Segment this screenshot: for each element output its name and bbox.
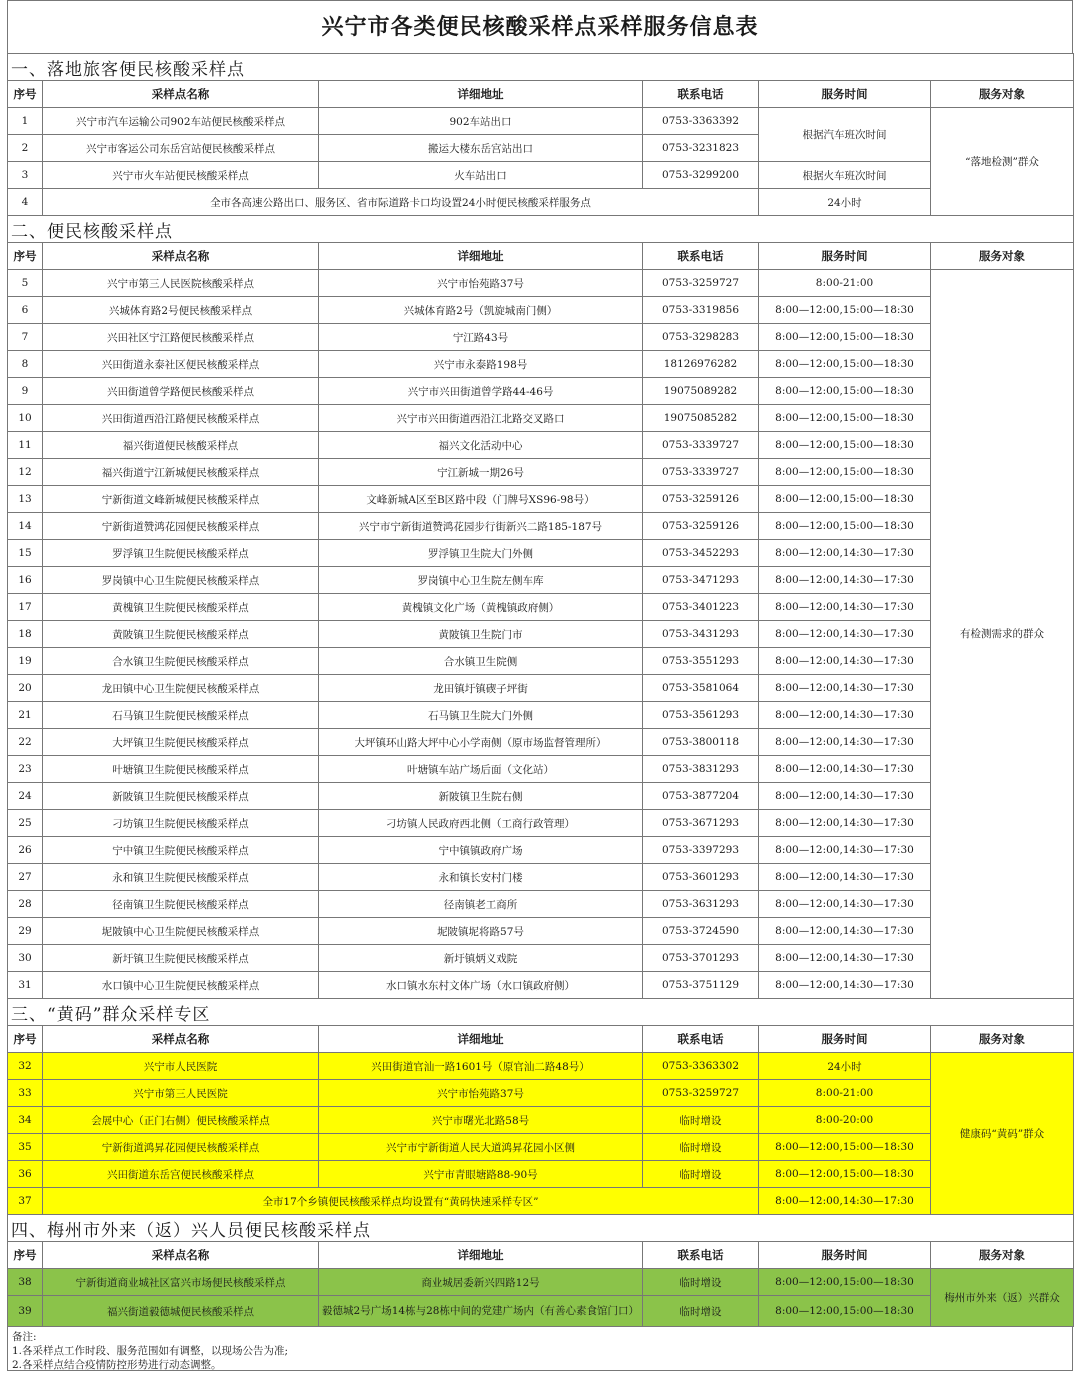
row-number: 36: [8, 1161, 43, 1188]
site-phone: 0753-3401223: [643, 594, 759, 621]
column-header: 序号: [8, 81, 43, 108]
site-name: 宁新街道商业城社区富兴市场便民核酸采样点: [43, 1269, 319, 1296]
site-name: 宁新街道文峰新城便民核酸采样点: [43, 486, 319, 513]
site-address: 石马镇卫生院大门外侧: [319, 702, 643, 729]
row-number: 37: [8, 1188, 43, 1215]
row-number: 11: [8, 432, 43, 459]
row-number: 20: [8, 675, 43, 702]
site-address: 兴城体育路2号（凯旋城南门侧）: [319, 297, 643, 324]
row-number: 13: [8, 486, 43, 513]
column-header: 采样点名称: [43, 81, 319, 108]
service-time: 8:00—12:00,15:00—18:30: [759, 1161, 931, 1188]
row-number: 38: [8, 1269, 43, 1296]
page-title: 兴宁市各类便民核酸采样点采样服务信息表: [7, 0, 1073, 53]
service-time: 8:00—12:00,15:00—18:30: [759, 432, 931, 459]
table-row: [8, 1269, 1074, 1296]
section-heading-row: [8, 54, 1074, 81]
service-time: 8:00—12:00,14:30—17:30: [759, 648, 931, 675]
table-row: [8, 675, 1074, 702]
table-row: [8, 783, 1074, 810]
site-address: 黄槐镇文化广场（黄槐镇政府侧）: [319, 594, 643, 621]
site-address: 合水镇卫生院侧: [319, 648, 643, 675]
column-header: 联系电话: [643, 1242, 759, 1269]
site-name: 宁新街道鸿昇花园便民核酸采样点: [43, 1134, 319, 1161]
table-row: [8, 432, 1074, 459]
column-header: 服务对象: [931, 1026, 1074, 1053]
site-address: 兴宁市青眼塘路88-90号: [319, 1161, 643, 1188]
site-phone: 临时增设: [643, 1296, 759, 1327]
site-phone: 0753-3319856: [643, 297, 759, 324]
table-row: [8, 1134, 1074, 1161]
row-number: 8: [8, 351, 43, 378]
service-time: 24小时: [759, 1053, 931, 1080]
site-address: 黄陂镇卫生院门市: [319, 621, 643, 648]
merged-note: 全市17个乡镇便民核酸采样点均设置有“黄码快速采样专区”: [43, 1188, 759, 1215]
section-heading-row: [8, 999, 1074, 1026]
site-name: 兴宁市火车站便民核酸采样点: [43, 162, 319, 189]
service-time: 8:00—12:00,15:00—18:30: [759, 486, 931, 513]
table-row: [8, 810, 1074, 837]
column-header: 服务对象: [931, 81, 1074, 108]
table-row: [8, 837, 1074, 864]
service-time: 8:00—12:00,15:00—18:30: [759, 1296, 931, 1327]
table-row: [8, 648, 1074, 675]
column-header: 联系电话: [643, 81, 759, 108]
site-address: 商业城居委新兴四路12号: [319, 1269, 643, 1296]
row-number: 17: [8, 594, 43, 621]
row-number: 7: [8, 324, 43, 351]
row-number: 9: [8, 378, 43, 405]
section-heading: 三、“黄码”群众采样专区: [8, 999, 1074, 1026]
row-number: 18: [8, 621, 43, 648]
table-row: [8, 891, 1074, 918]
site-phone: 0753-3581064: [643, 675, 759, 702]
table-row: [8, 567, 1074, 594]
row-number: 32: [8, 1053, 43, 1080]
table-row: [8, 108, 1074, 135]
row-number: 15: [8, 540, 43, 567]
site-name: 兴宁市第三人民医院核酸采样点: [43, 270, 319, 297]
row-number: 30: [8, 945, 43, 972]
site-phone: 0753-3298283: [643, 324, 759, 351]
table-row: [8, 972, 1074, 999]
service-time: 8:00—12:00,14:30—17:30: [759, 675, 931, 702]
site-name: 永和镇卫生院便民核酸采样点: [43, 864, 319, 891]
column-header: 服务时间: [759, 81, 931, 108]
site-phone: 临时增设: [643, 1269, 759, 1296]
table-row: [8, 405, 1074, 432]
site-phone: 0753-3339727: [643, 459, 759, 486]
row-number: 23: [8, 756, 43, 783]
page: [7, 0, 1073, 1371]
site-name: 罗岗镇中心卫生院便民核酸采样点: [43, 567, 319, 594]
row-number: 12: [8, 459, 43, 486]
info-table: [7, 53, 1074, 1327]
column-header: 序号: [8, 1026, 43, 1053]
site-phone: 0753-3751129: [643, 972, 759, 999]
note-item: 1.各采样点工作时段、服务范围如有调整，以现场公告为准;: [12, 1345, 289, 1357]
row-number: 14: [8, 513, 43, 540]
header-row: [8, 81, 1074, 108]
site-name: 福兴街道便民核酸采样点: [43, 432, 319, 459]
site-address: 永和镇长安村门楼: [319, 864, 643, 891]
site-phone: 临时增设: [643, 1107, 759, 1134]
table-row: [8, 594, 1074, 621]
site-address: 大坪镇环山路大坪中心小学南侧（原市场监督管理所）: [319, 729, 643, 756]
table-row: [8, 486, 1074, 513]
service-time: 8:00—12:00,14:30—17:30: [759, 810, 931, 837]
site-address: 兴宁市曙光北路58号: [319, 1107, 643, 1134]
site-name: 合水镇卫生院便民核酸采样点: [43, 648, 319, 675]
row-number: 27: [8, 864, 43, 891]
site-address: 径南镇老工商所: [319, 891, 643, 918]
row-number: 26: [8, 837, 43, 864]
section-heading: 二、便民核酸采样点: [8, 216, 1074, 243]
site-address: 兴宁市永泰路198号: [319, 351, 643, 378]
section-heading: 一、落地旅客便民核酸采样点: [8, 54, 1074, 81]
site-name: 新圩镇卫生院便民核酸采样点: [43, 945, 319, 972]
site-phone: 0753-3877204: [643, 783, 759, 810]
site-address: 搬运大楼东岳宫站出口: [319, 135, 643, 162]
service-time: 24小时: [759, 189, 931, 216]
site-phone: 0753-3299200: [643, 162, 759, 189]
site-name: 兴田社区宁江路便民核酸采样点: [43, 324, 319, 351]
column-header: 服务时间: [759, 1026, 931, 1053]
service-time: 8:00-21:00: [759, 1080, 931, 1107]
row-number: 2: [8, 135, 43, 162]
service-time: 8:00—12:00,14:30—17:30: [759, 702, 931, 729]
service-time: 8:00—12:00,14:30—17:30: [759, 729, 931, 756]
site-phone: 0753-3231823: [643, 135, 759, 162]
site-name: 会展中心（正门右侧）便民核酸采样点: [43, 1107, 319, 1134]
site-name: 坭陂镇中心卫生院便民核酸采样点: [43, 918, 319, 945]
service-target: “落地检测”群众: [931, 108, 1074, 216]
table-row: [8, 1296, 1074, 1327]
table-row: [8, 945, 1074, 972]
table-row: [8, 324, 1074, 351]
row-number: 10: [8, 405, 43, 432]
notes-heading: 备注:: [12, 1331, 37, 1343]
site-name: 兴宁市客运公司东岳宫站便民核酸采样点: [43, 135, 319, 162]
column-header: 采样点名称: [43, 1026, 319, 1053]
site-phone: 0753-3363302: [643, 1053, 759, 1080]
site-phone: 0753-3800118: [643, 729, 759, 756]
site-phone: 0753-3452293: [643, 540, 759, 567]
site-phone: 19075085282: [643, 405, 759, 432]
service-time: 8:00—12:00,14:30—17:30: [759, 567, 931, 594]
site-phone: 0753-3471293: [643, 567, 759, 594]
site-address: 兴宁市怡苑路37号: [319, 1080, 643, 1107]
table-row: [8, 1080, 1074, 1107]
table-row: [8, 1107, 1074, 1134]
site-name: 兴宁市汽车运输公司902车站便民核酸采样点: [43, 108, 319, 135]
service-time: 8:00—12:00,15:00—18:30: [759, 378, 931, 405]
site-phone: 0753-3259727: [643, 270, 759, 297]
site-address: 兴宁市兴田街道曾学路44-46号: [319, 378, 643, 405]
site-name: 兴田街道永泰社区便民核酸采样点: [43, 351, 319, 378]
site-name: 福兴街道毅德城便民核酸采样点: [43, 1296, 319, 1327]
section-heading: 四、梅州市外来（返）兴人员便民核酸采样点: [8, 1215, 1074, 1242]
column-header: 序号: [8, 1242, 43, 1269]
site-address: 宁江新城一期26号: [319, 459, 643, 486]
service-target: 有检测需求的群众: [931, 270, 1074, 999]
service-time: 8:00—12:00,15:00—18:30: [759, 1134, 931, 1161]
row-number: 3: [8, 162, 43, 189]
service-target: 健康码“黄码”群众: [931, 1053, 1074, 1215]
row-number: 19: [8, 648, 43, 675]
service-time: 8:00—12:00,14:30—17:30: [759, 837, 931, 864]
table-row: [8, 864, 1074, 891]
row-number: 4: [8, 189, 43, 216]
site-name: 新陂镇卫生院便民核酸采样点: [43, 783, 319, 810]
service-time: 8:00-20:00: [759, 1107, 931, 1134]
table-row: [8, 378, 1074, 405]
site-address: 兴宁市怡苑路37号: [319, 270, 643, 297]
site-phone: 0753-3631293: [643, 891, 759, 918]
site-address: 兴宁市宁新街道人民大道鸿昇花园小区侧: [319, 1134, 643, 1161]
site-address: 兴宁市兴田街道西沿江北路交叉路口: [319, 405, 643, 432]
service-time: 8:00—12:00,14:30—17:30: [759, 864, 931, 891]
row-number: 33: [8, 1080, 43, 1107]
row-number: 21: [8, 702, 43, 729]
site-phone: 0753-3397293: [643, 837, 759, 864]
column-header: 采样点名称: [43, 243, 319, 270]
service-time: 8:00—12:00,15:00—18:30: [759, 405, 931, 432]
column-header: 详细地址: [319, 1026, 643, 1053]
column-header: 详细地址: [319, 1242, 643, 1269]
service-time: 根据火车班次时间: [759, 162, 931, 189]
site-name: 大坪镇卫生院便民核酸采样点: [43, 729, 319, 756]
service-time: 8:00—12:00,15:00—18:30: [759, 351, 931, 378]
column-header: 服务时间: [759, 243, 931, 270]
site-phone: 0753-3259126: [643, 513, 759, 540]
site-address: 罗浮镇卫生院大门外侧: [319, 540, 643, 567]
site-phone: 0753-3601293: [643, 864, 759, 891]
table-row: [8, 918, 1074, 945]
service-time: 8:00—12:00,14:30—17:30: [759, 1188, 931, 1215]
header-row: [8, 1242, 1074, 1269]
site-address: 坭陂镇坭将路57号: [319, 918, 643, 945]
site-address: 兴田街道官汕一路1601号（原官汕二路48号）: [319, 1053, 643, 1080]
header-row: [8, 243, 1074, 270]
row-number: 28: [8, 891, 43, 918]
service-time: 8:00—12:00,15:00—18:30: [759, 324, 931, 351]
service-time: 8:00—12:00,14:30—17:30: [759, 621, 931, 648]
service-time: 8:00—12:00,15:00—18:30: [759, 1269, 931, 1296]
row-number: 5: [8, 270, 43, 297]
note-item: 2.各采样点结合疫情防控形势进行动态调整。: [12, 1359, 222, 1371]
column-header: 采样点名称: [43, 1242, 319, 1269]
site-address: 罗岗镇中心卫生院左侧车库: [319, 567, 643, 594]
table-row: [8, 459, 1074, 486]
service-time: 8:00—12:00,14:30—17:30: [759, 756, 931, 783]
table-row: [8, 351, 1074, 378]
row-number: 34: [8, 1107, 43, 1134]
table-row: [8, 621, 1074, 648]
site-address: 新圩镇炳义戏院: [319, 945, 643, 972]
column-header: 联系电话: [643, 243, 759, 270]
site-name: 石马镇卫生院便民核酸采样点: [43, 702, 319, 729]
table-row: [8, 1053, 1074, 1080]
row-number: 35: [8, 1134, 43, 1161]
site-address: 叶塘镇车站广场后面（文化站）: [319, 756, 643, 783]
row-number: 16: [8, 567, 43, 594]
service-time: 8:00—12:00,14:30—17:30: [759, 945, 931, 972]
header-row: [8, 1026, 1074, 1053]
row-number: 29: [8, 918, 43, 945]
service-time: 8:00—12:00,14:30—17:30: [759, 594, 931, 621]
site-phone: 0753-3724590: [643, 918, 759, 945]
merged-note: 全市各高速公路出口、服务区、省市际道路卡口均设置24小时便民核酸采样服务点: [43, 189, 759, 216]
site-name: 龙田镇中心卫生院便民核酸采样点: [43, 675, 319, 702]
site-name: 兴田街道东岳宫便民核酸采样点: [43, 1161, 319, 1188]
site-name: 福兴街道宁江新城便民核酸采样点: [43, 459, 319, 486]
table-row: [8, 702, 1074, 729]
site-address: 水口镇水东村文体广场（水口镇政府侧）: [319, 972, 643, 999]
column-header: 联系电话: [643, 1026, 759, 1053]
notes: [7, 1327, 1073, 1371]
table-row: [8, 729, 1074, 756]
row-number: 22: [8, 729, 43, 756]
site-address: 龙田镇圩镇碶子坪街: [319, 675, 643, 702]
column-header: 序号: [8, 243, 43, 270]
table-row: [8, 270, 1074, 297]
site-name: 宁新街道赞鸿花园便民核酸采样点: [43, 513, 319, 540]
site-address: 福兴文化活动中心: [319, 432, 643, 459]
site-name: 黄槐镇卫生院便民核酸采样点: [43, 594, 319, 621]
service-target: 梅州市外来（返）兴群众: [931, 1269, 1074, 1327]
column-header: 详细地址: [319, 243, 643, 270]
column-header: 服务对象: [931, 1242, 1074, 1269]
service-time: 8:00—12:00,14:30—17:30: [759, 972, 931, 999]
service-time: 8:00—12:00,14:30—17:30: [759, 783, 931, 810]
site-address: 文峰新城A区至B区路中段（门牌号XS96-98号）: [319, 486, 643, 513]
table-row: [8, 162, 1074, 189]
site-name: 水口镇中心卫生院便民核酸采样点: [43, 972, 319, 999]
row-number: 31: [8, 972, 43, 999]
table-row: [8, 513, 1074, 540]
table-row: [8, 756, 1074, 783]
service-time: 8:00—12:00,14:30—17:30: [759, 918, 931, 945]
site-address: 宁中镇镇政府广场: [319, 837, 643, 864]
site-name: 兴宁市第三人民医院: [43, 1080, 319, 1107]
site-phone: 19075089282: [643, 378, 759, 405]
site-phone: 0753-3339727: [643, 432, 759, 459]
row-number: 24: [8, 783, 43, 810]
site-address: 刁坊镇人民政府西北侧（工商行政管理）: [319, 810, 643, 837]
column-header: 详细地址: [319, 81, 643, 108]
service-time: 8:00—12:00,15:00—18:30: [759, 513, 931, 540]
service-time: 8:00—12:00,15:00—18:30: [759, 459, 931, 486]
service-time: 8:00-21:00: [759, 270, 931, 297]
section-heading-row: [8, 216, 1074, 243]
site-phone: 临时增设: [643, 1161, 759, 1188]
site-address: 毅德城2号广场14栋与28栋中间的党建广场内（有善心素食馆门口）: [319, 1296, 643, 1327]
row-number: 1: [8, 108, 43, 135]
site-name: 宁中镇卫生院便民核酸采样点: [43, 837, 319, 864]
site-address: 宁江路43号: [319, 324, 643, 351]
site-phone: 0753-3431293: [643, 621, 759, 648]
site-phone: 0753-3363392: [643, 108, 759, 135]
table-row: [8, 1161, 1074, 1188]
table-row: [8, 189, 1074, 216]
service-time: 根据汽车班次时间: [759, 108, 931, 162]
table-row: [8, 297, 1074, 324]
site-phone: 18126976282: [643, 351, 759, 378]
site-phone: 0753-3671293: [643, 810, 759, 837]
column-header: 服务对象: [931, 243, 1074, 270]
site-phone: 0753-3551293: [643, 648, 759, 675]
site-address: 新陂镇卫生院右侧: [319, 783, 643, 810]
section-heading-row: [8, 1215, 1074, 1242]
table-row: [8, 540, 1074, 567]
row-number: 25: [8, 810, 43, 837]
site-address: 兴宁市宁新街道赞鸿花园步行街新兴二路185-187号: [319, 513, 643, 540]
site-phone: 0753-3561293: [643, 702, 759, 729]
site-name: 兴城体育路2号便民核酸采样点: [43, 297, 319, 324]
site-phone: 临时增设: [643, 1134, 759, 1161]
row-number: 6: [8, 297, 43, 324]
site-address: 火车站出口: [319, 162, 643, 189]
service-time: 8:00—12:00,14:30—17:30: [759, 540, 931, 567]
site-name: 刁坊镇卫生院便民核酸采样点: [43, 810, 319, 837]
site-phone: 0753-3701293: [643, 945, 759, 972]
service-time: 8:00—12:00,14:30—17:30: [759, 891, 931, 918]
site-name: 兴田街道西沿江路便民核酸采样点: [43, 405, 319, 432]
site-name: 径南镇卫生院便民核酸采样点: [43, 891, 319, 918]
site-name: 罗浮镇卫生院便民核酸采样点: [43, 540, 319, 567]
table-row: [8, 1188, 1074, 1215]
site-address: 902车站出口: [319, 108, 643, 135]
column-header: 服务时间: [759, 1242, 931, 1269]
site-phone: 0753-3259727: [643, 1080, 759, 1107]
site-phone: 0753-3259126: [643, 486, 759, 513]
site-name: 叶塘镇卫生院便民核酸采样点: [43, 756, 319, 783]
site-name: 兴宁市人民医院: [43, 1053, 319, 1080]
site-phone: 0753-3831293: [643, 756, 759, 783]
site-name: 黄陂镇卫生院便民核酸采样点: [43, 621, 319, 648]
service-time: 8:00—12:00,15:00—18:30: [759, 297, 931, 324]
row-number: 39: [8, 1296, 43, 1327]
site-name: 兴田街道曾学路便民核酸采样点: [43, 378, 319, 405]
